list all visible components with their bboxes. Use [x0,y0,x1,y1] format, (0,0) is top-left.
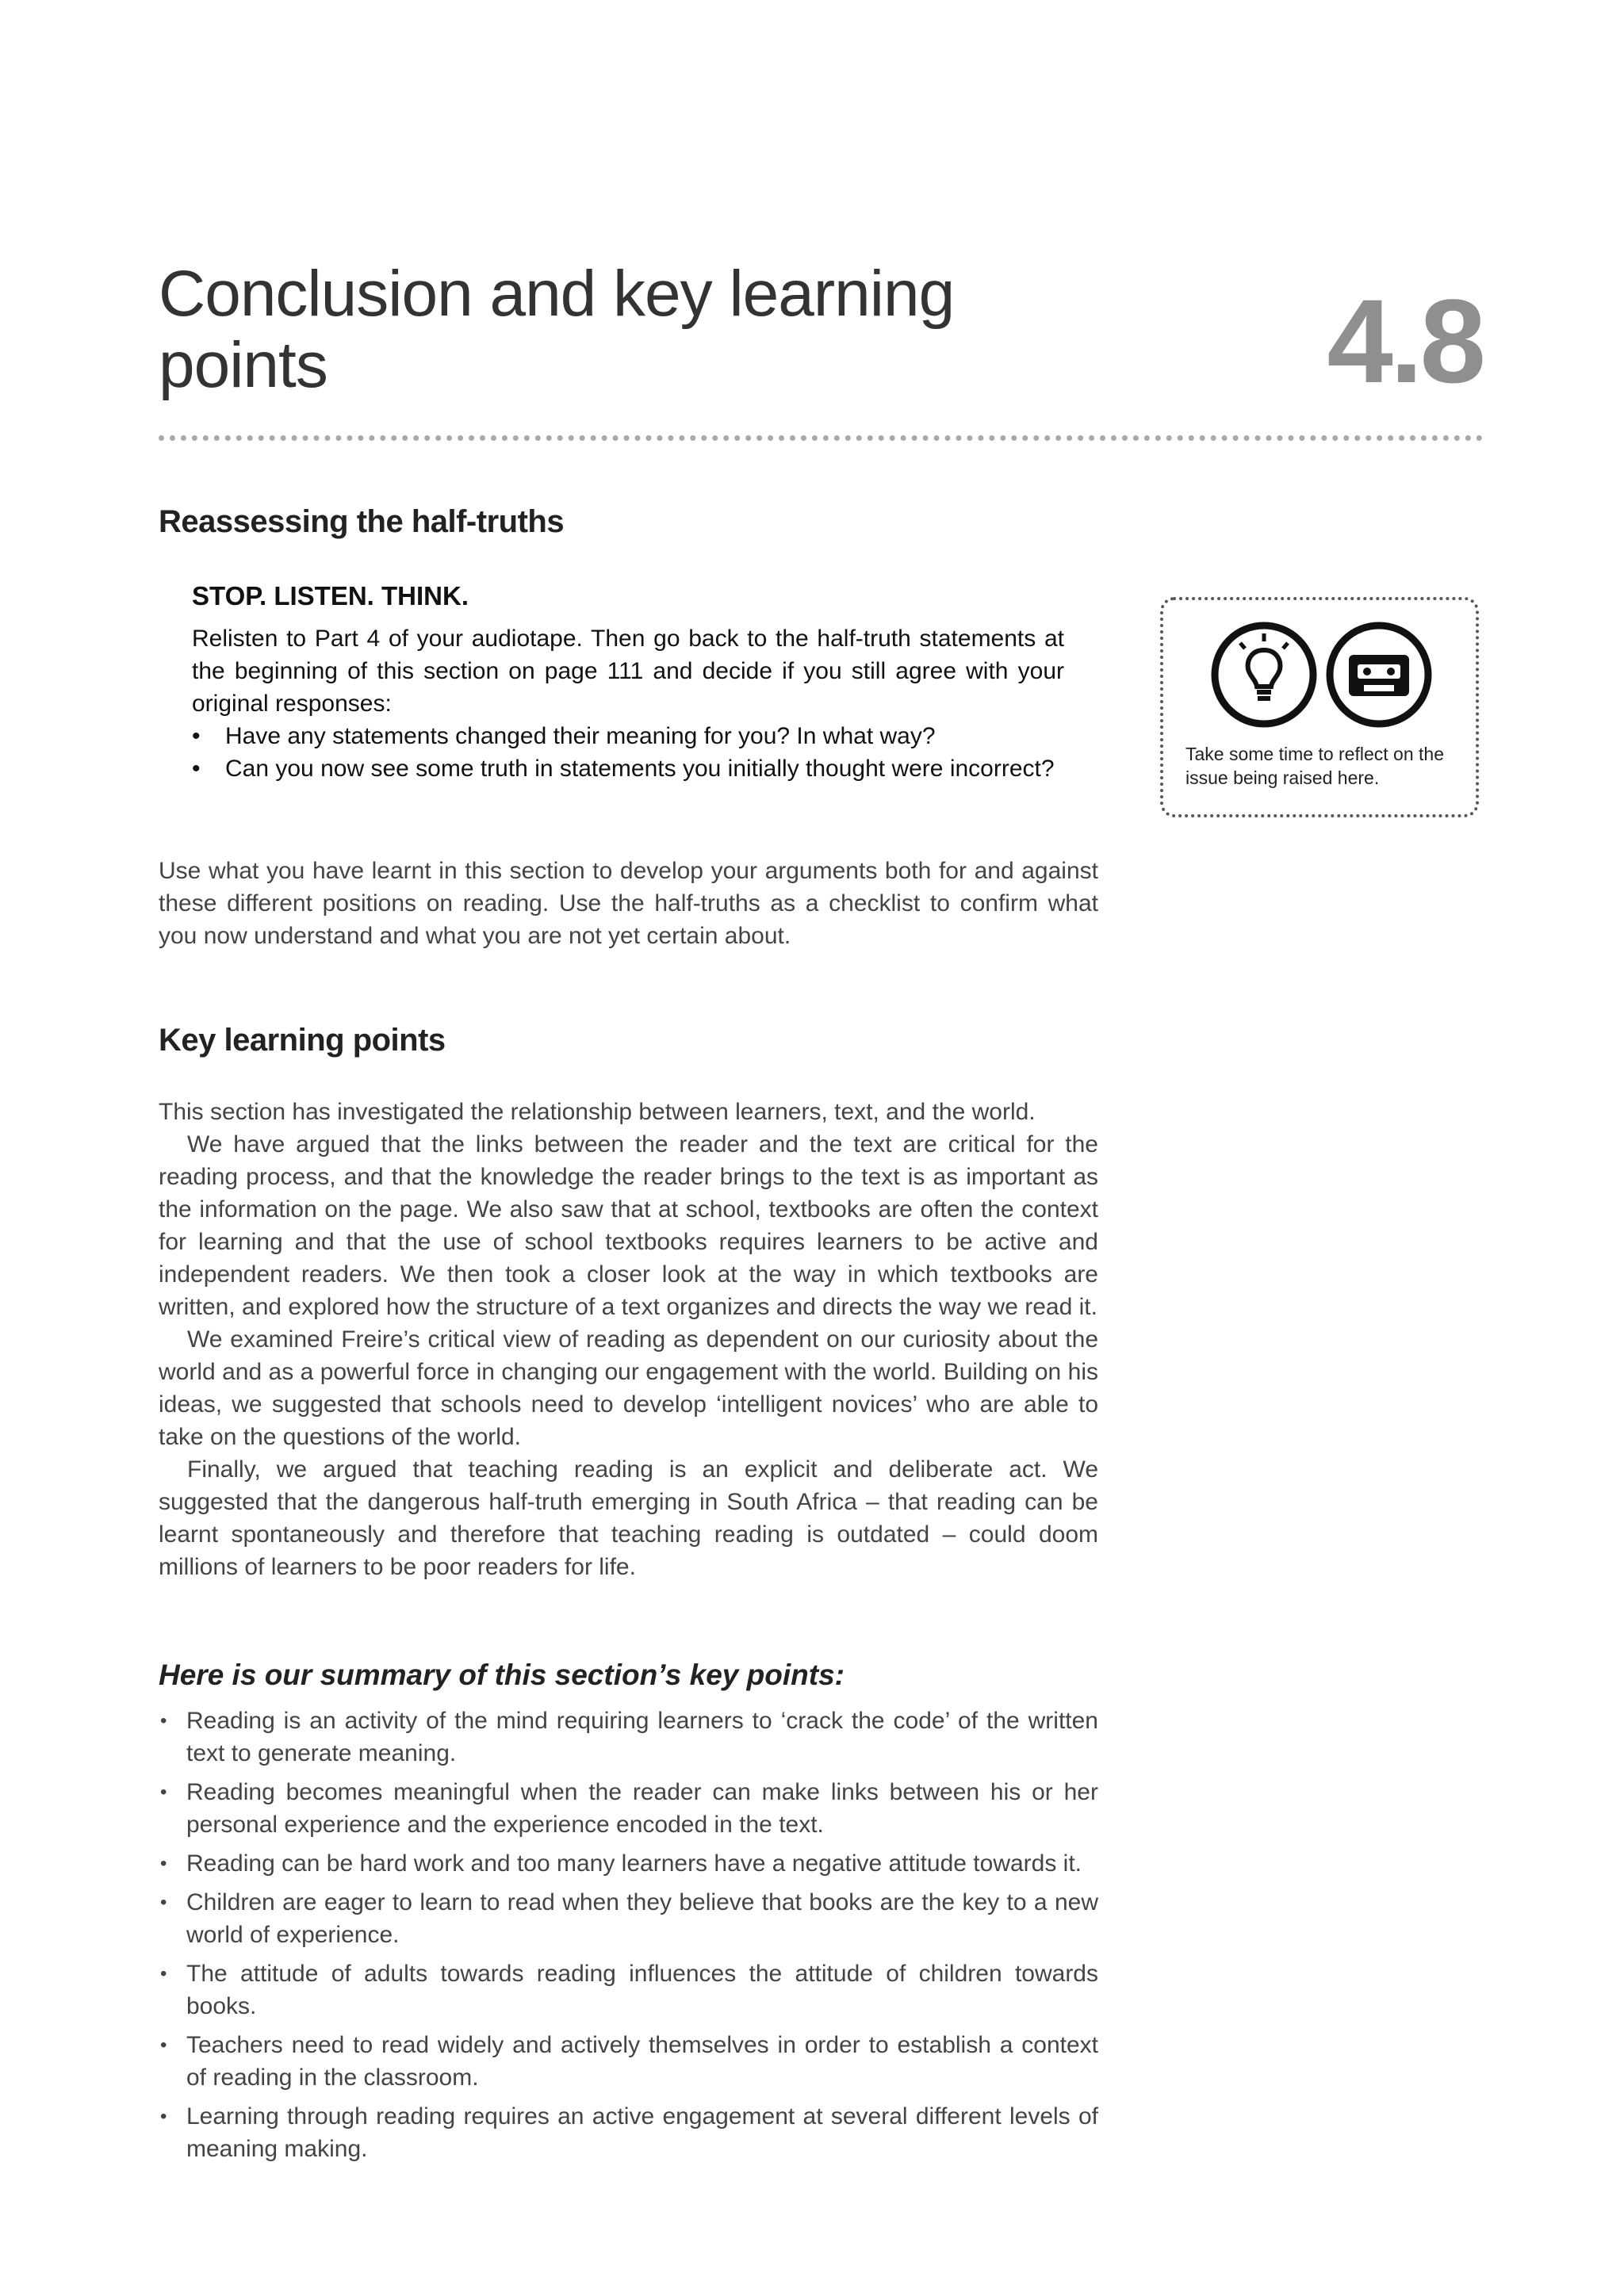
list-item: • Children are eager to learn to read when they believe that books are the key to a new world of experience. [159,1886,1098,1951]
list-item: • Teachers need to read widely and actively themselves in order to establish a context of reading in the classroom. [159,2029,1098,2094]
list-item: • Reading is an activity of the mind requiring learners to ‘crack the code’ of the written text to generate meaning. [159,1705,1098,1770]
reassess-paragraph: Use what you have learnt in this section to develop your arguments both for and against these different positions on reading. Use the half-truths as a checklist to confirm what you now understand and what you are not yet certain about. [159,858,1098,949]
key-learning-paragraph-3: We examined Freire’s critical view of reading as dependent on our curiosity about the world and as a powerful force in changing our engagement with the world. Building on his ideas, we suggested that schools need to develop ‘intelligent novices’ who are able to take on the questions of the world. [159,1326,1098,1450]
key-learning-paragraph-4: Finally, we argued that teaching reading is an explicit and deliberate act. We suggested that the dangerous half-truth emerging in South Africa – that reading can be learnt spontaneously and therefore that teaching reading is outdated – could doom millions of learners to be poor readers for life. [159,1456,1098,1580]
list-item: • The attitude of adults towards reading influences the attitude of children towards books. [159,1957,1098,2022]
section-number: 4.8 [1327,274,1483,408]
page-title [159,258,1189,401]
cassette-tape-icon [1324,620,1434,729]
list-item: • Learning through reading requires an active engagement at several different levels of meaning making. [159,2100,1098,2165]
reassess-heading: Reassessing the half-truths [159,504,565,539]
list-item: • Reading can be hard work and too many learners have a negative attitude towards it. [159,1847,1098,1880]
summary-points-list [159,1705,1098,2172]
stop-box-title: STOP. LISTEN. THINK. [192,581,469,610]
key-learning-paragraph-1: This section has investigated the relationship between learners, text, and the world. [159,1099,1036,1125]
stop-box-bullets [192,720,1064,785]
key-learning-heading: Key learning points [159,1023,446,1058]
lightbulb-icon [1209,620,1319,729]
stop-listen-think-box [192,581,1064,785]
list-item: • Have any statements changed their meaning for you? In what way? [192,720,1064,752]
list-item: • Reading becomes meaningful when the reader can make links between his or her personal experience and the experience encoded in the text. [159,1776,1098,1841]
page-title-line-2: points [159,329,327,401]
key-learning-paragraph-2: We have argued that the links between the reader and the text are critical for the reading process, and that the knowledge the reader brings to the text is as important as the information on the page. We also saw that at school, textbooks are often the context for learning and that the use of school textbooks requires learners to be active and independent readers. We then took a closer look at the way in which textbooks are written, and explored how the structure of a text organizes and directs the way we read it. [159,1131,1098,1320]
key-learning-body [159,1096,1098,1583]
stop-box-text: Relisten to Part 4 of your audiotape. Then go back to the half-truth statements at the beginning of this section on page 111 and decide if you still agree with your original responses: [192,626,1064,717]
list-item: • Can you now see some truth in statements you initially thought were incorrect? [192,752,1064,785]
margin-note-text: Take some time to reflect on the issue being raised here. [1185,744,1444,788]
summary-heading: Here is our summary of this section’s key points: [159,1659,845,1691]
dotted-divider [159,435,1483,441]
page-title-line-1: Conclusion and key learning [159,258,955,330]
